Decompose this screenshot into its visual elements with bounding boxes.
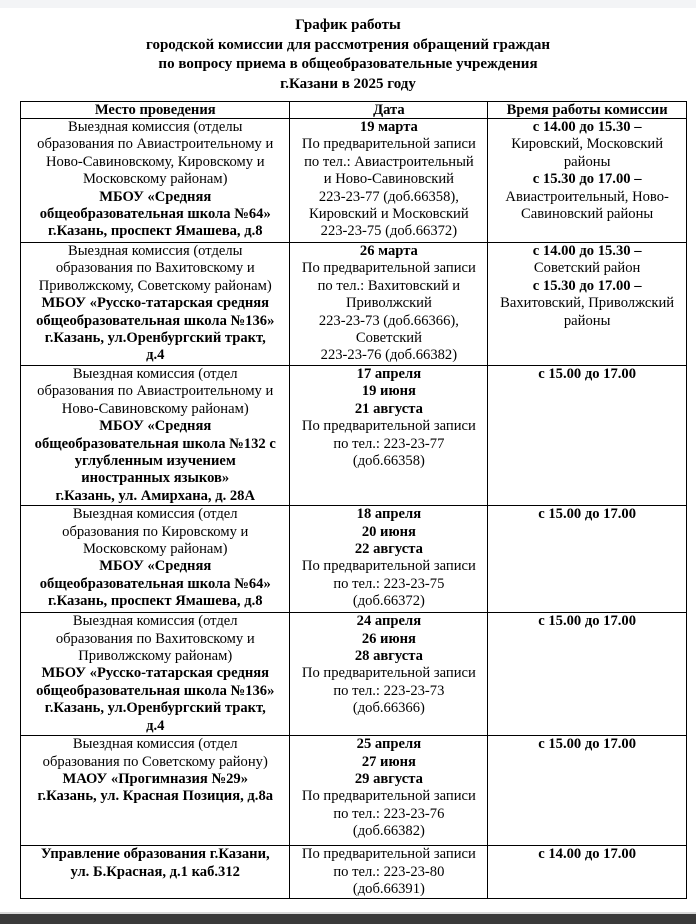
table-row bbox=[21, 366, 687, 506]
location-cell bbox=[21, 613, 290, 736]
date-cell bbox=[290, 243, 488, 366]
cell-line: д.4 bbox=[146, 347, 165, 364]
cell-line: общеобразовательная школа №64» bbox=[39, 206, 271, 223]
cell-line: ул. Б.Красная, д.1 каб.312 bbox=[70, 863, 240, 880]
cell-line: Московскому районам) bbox=[82, 541, 228, 558]
cell-line: г.Казань, проспект Ямашева, д.8 bbox=[47, 593, 263, 610]
cell-line: Приволжскому, Советскому районам) bbox=[38, 277, 272, 294]
cell-line: 17 апреля bbox=[356, 366, 422, 382]
cell-line: По предварительной записи bbox=[301, 665, 476, 682]
table-row bbox=[21, 613, 687, 736]
cell-line: Выездная комиссия (отдел bbox=[72, 506, 238, 523]
cell-line: 19 марта bbox=[359, 119, 418, 135]
cell-line: образования по Вахитовскому и bbox=[55, 630, 255, 647]
time-cell bbox=[488, 736, 687, 846]
table-row bbox=[21, 243, 687, 366]
cell-line: с 15.30 до 17.00 – bbox=[532, 277, 642, 294]
header-time: Время работы комиссии bbox=[488, 102, 687, 119]
cell-line: по тел.: 223-23-77 bbox=[333, 435, 445, 452]
cell-line: Московскому районам) bbox=[82, 171, 228, 188]
cell-line: 20 июня bbox=[361, 523, 416, 540]
cell-line: По предварительной записи bbox=[301, 558, 476, 575]
time-cell bbox=[488, 119, 687, 243]
time-cell bbox=[488, 846, 687, 899]
cell-line: Выездная комиссия (отделы bbox=[68, 243, 243, 259]
cell-line: 29 августа bbox=[354, 770, 423, 787]
date-cell bbox=[290, 846, 488, 899]
cell-line: 18 апреля bbox=[356, 506, 422, 523]
location-cell bbox=[21, 736, 290, 846]
cell-line: (доб.66382) bbox=[352, 823, 425, 840]
cell-line: по тел.: Авиастроительный bbox=[304, 153, 474, 170]
cell-line: МБОУ «Русско-татарская средняя bbox=[41, 665, 270, 682]
cell-line: По предварительной записи bbox=[301, 260, 476, 277]
cell-line: Савиновский районы bbox=[521, 206, 654, 223]
cell-line: общеобразовательная школа №136» bbox=[36, 682, 275, 699]
cell-line: МБОУ «Средняя bbox=[99, 418, 212, 435]
cell-line: г.Казань, ул. Красная Позиция, д.8а bbox=[37, 788, 274, 805]
time-cell bbox=[488, 243, 687, 366]
cell-line: МБОУ «Средняя bbox=[99, 558, 212, 575]
date-cell bbox=[290, 736, 488, 846]
cell-line: 223-23-77 (доб.66358), bbox=[318, 188, 459, 205]
cell-line: Приволжский bbox=[345, 295, 432, 312]
cell-line: образования по Авиастроительному и bbox=[37, 383, 274, 400]
cell-line: (доб.66372) bbox=[352, 593, 425, 610]
cell-line: г.Казань, ул.Оренбургский тракт, bbox=[44, 330, 266, 347]
cell-line: Советский район bbox=[533, 260, 641, 277]
cell-line: образования по Кировскому и bbox=[62, 523, 249, 540]
cell-line: Приволжскому районам) bbox=[78, 648, 233, 665]
cell-line: и Ново-Савиновский bbox=[323, 171, 454, 188]
table-row bbox=[21, 846, 687, 899]
cell-line: с 14.00 до 17.00 bbox=[538, 846, 637, 863]
location-cell bbox=[21, 243, 290, 366]
cell-line: МБОУ «Средняя bbox=[99, 188, 212, 205]
cell-line: МБОУ «Русско-татарская средняя bbox=[41, 295, 270, 312]
cell-line: образования по Вахитовскому и bbox=[55, 260, 255, 277]
cell-line: с 14.00 до 15.30 – bbox=[532, 119, 642, 135]
cell-line: Управление образования г.Казани, bbox=[40, 846, 270, 863]
date-cell bbox=[290, 506, 488, 613]
cell-line: 28 августа bbox=[354, 648, 423, 665]
cell-line: иностранных языков» bbox=[81, 470, 230, 487]
cell-line: 19 июня bbox=[361, 383, 416, 400]
cell-line: д.4 bbox=[146, 717, 165, 734]
cell-line: г.Казань, ул.Оренбургский тракт, bbox=[44, 700, 266, 717]
table-row bbox=[21, 506, 687, 613]
cell-line: Выездная комиссия (отдел bbox=[72, 736, 238, 753]
cell-line: Вахитовский, Приволжский bbox=[500, 295, 675, 312]
cell-line: 21 августа bbox=[354, 400, 423, 417]
cell-line: по тел.: 223-23-76 bbox=[333, 805, 445, 822]
cell-line: 223-23-73 (доб.66366), bbox=[318, 312, 459, 329]
cell-line: с 15.30 до 17.00 – bbox=[532, 171, 642, 188]
cell-line: с 15.00 до 17.00 bbox=[538, 613, 637, 630]
title-line: График работы bbox=[295, 17, 401, 33]
time-cell bbox=[488, 613, 687, 736]
cell-line: (доб.66391) bbox=[352, 880, 425, 897]
cell-line: 26 марта bbox=[359, 243, 418, 259]
header-location: Место проведения bbox=[21, 102, 290, 119]
cell-line: общеобразовательная школа №132 с bbox=[34, 435, 276, 452]
cell-line: с 15.00 до 17.00 bbox=[538, 506, 637, 523]
cell-line: с 15.00 до 17.00 bbox=[538, 366, 637, 382]
table-header-row bbox=[21, 102, 687, 119]
time-cell bbox=[488, 506, 687, 613]
cell-line: Выездная комиссия (отдел bbox=[72, 613, 238, 630]
cell-line: по тел.: 223-23-73 bbox=[333, 682, 445, 699]
cell-line: 22 августа bbox=[354, 541, 423, 558]
header-date: Дата bbox=[290, 102, 488, 119]
cell-line: г.Казань, проспект Ямашева, д.8 bbox=[47, 223, 263, 240]
cell-line: г.Казань, ул. Амирхана, д. 28А bbox=[55, 487, 256, 504]
cell-line: По предварительной записи bbox=[301, 788, 476, 805]
cell-line: 24 апреля bbox=[356, 613, 422, 630]
cell-line: По предварительной записи bbox=[301, 136, 476, 153]
location-cell bbox=[21, 506, 290, 613]
cell-line: с 15.00 до 17.00 bbox=[538, 736, 637, 753]
location-cell bbox=[21, 366, 290, 506]
cell-line: Выездная комиссия (отделы bbox=[68, 119, 243, 135]
cell-line: районы bbox=[563, 153, 611, 170]
time-cell bbox=[488, 366, 687, 506]
cell-line: (доб.66366) bbox=[352, 700, 425, 717]
cell-line: По предварительной записи bbox=[301, 846, 476, 863]
table-row bbox=[21, 736, 687, 846]
cell-line: 27 июня bbox=[361, 753, 416, 770]
cell-line: По предварительной записи bbox=[301, 418, 476, 435]
title-line: по вопросу приема в общеобразовательные учреждения bbox=[158, 56, 538, 72]
cell-line: Кировский и Московский bbox=[309, 206, 469, 223]
location-cell bbox=[21, 846, 290, 899]
cell-line: общеобразовательная школа №136» bbox=[36, 312, 275, 329]
table-row bbox=[21, 119, 687, 243]
cell-line: общеобразовательная школа №64» bbox=[39, 575, 271, 592]
cell-line: 223-23-75 (доб.66372) bbox=[320, 223, 458, 240]
viewer-top-bar bbox=[0, 0, 696, 8]
document-title bbox=[0, 16, 696, 94]
cell-line: углубленным изучением bbox=[74, 453, 236, 470]
cell-line: образования по Авиастроительному и bbox=[37, 136, 274, 153]
cell-line: Выездная комиссия (отдел bbox=[72, 366, 238, 382]
cell-line: (доб.66358) bbox=[352, 453, 425, 470]
cell-line: 25 апреля bbox=[356, 736, 422, 753]
date-cell bbox=[290, 366, 488, 506]
cell-line: Кировский, Московский bbox=[511, 136, 664, 153]
cell-line: с 14.00 до 15.30 – bbox=[532, 243, 642, 259]
cell-line: Ново-Савиновскому, Кировскому и bbox=[45, 153, 265, 170]
date-cell bbox=[290, 613, 488, 736]
cell-line: по тел.: 223-23-75 bbox=[333, 575, 445, 592]
cell-line: МАОУ «Прогимназия №29» bbox=[62, 770, 249, 787]
title-line: городской комиссии для рассмотрения обращений граждан bbox=[146, 36, 550, 53]
schedule-table bbox=[20, 101, 687, 899]
cell-line: 26 июня bbox=[361, 630, 416, 647]
cell-line: 223-23-76 (доб.66382) bbox=[320, 347, 458, 364]
cell-line: районы bbox=[563, 312, 611, 329]
title-line: г.Казани в 2025 году bbox=[280, 75, 416, 92]
cell-line: Советский bbox=[355, 330, 422, 347]
cell-line: Авиастроительный, Ново- bbox=[505, 188, 669, 205]
cell-line: по тел.: 223-23-80 bbox=[333, 863, 445, 880]
date-cell bbox=[290, 119, 488, 243]
cell-line: Ново-Савиновскому районам) bbox=[61, 400, 249, 417]
location-cell bbox=[21, 119, 290, 243]
cell-line: по тел.: Вахитовский и bbox=[317, 277, 461, 294]
cell-line: образования по Советскому району) bbox=[42, 753, 268, 770]
viewer-bottom-bar bbox=[0, 912, 696, 924]
